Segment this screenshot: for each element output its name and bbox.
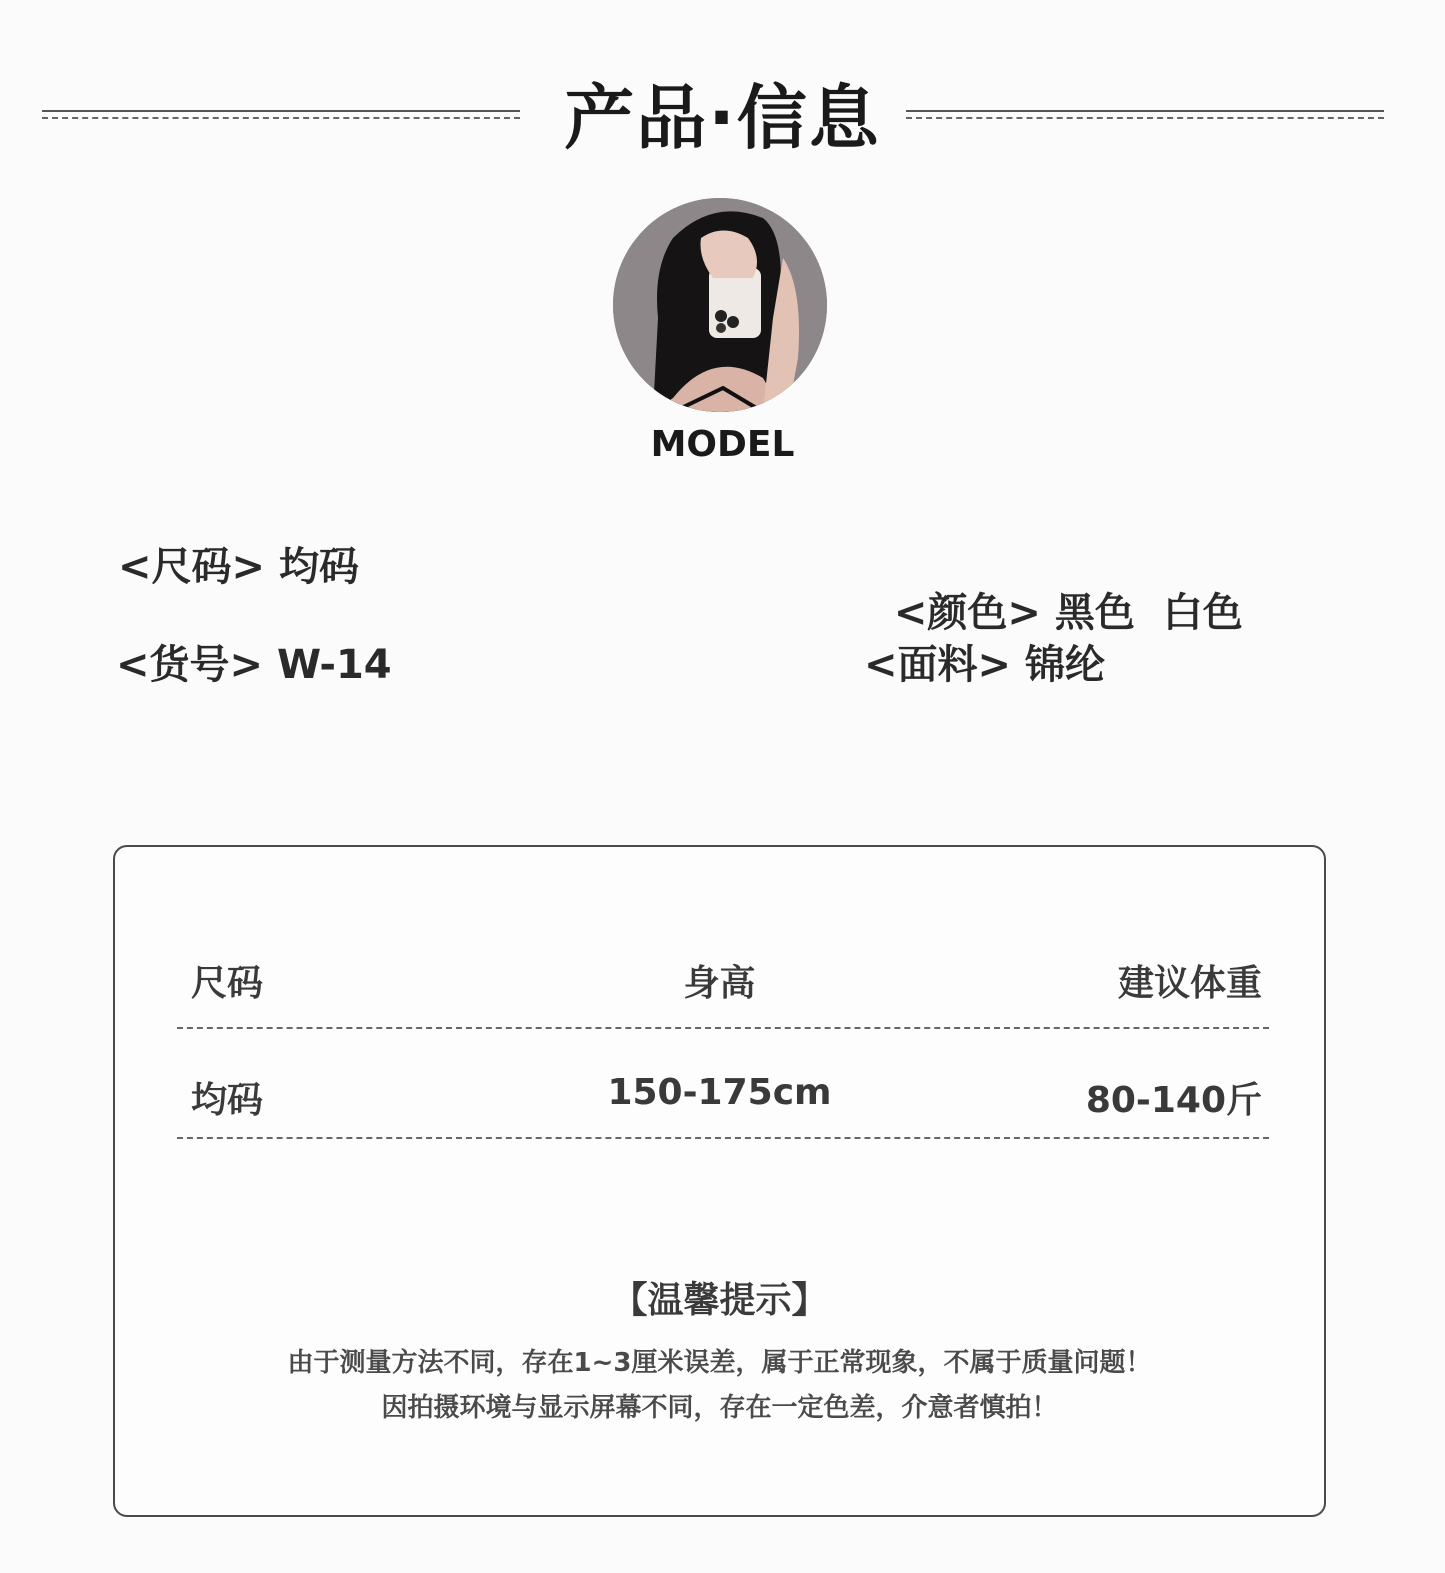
tips-line: 因拍摄环境与显示屏幕不同，存在一定色差，介意者慎拍！ bbox=[381, 1393, 1058, 1423]
info-color bbox=[866, 535, 1243, 638]
size-info-card bbox=[113, 845, 1326, 1517]
info-size bbox=[118, 535, 359, 592]
table-divider bbox=[177, 1027, 1269, 1029]
info-fabric-value: 锦纶 bbox=[1025, 642, 1106, 688]
tips-line: 由于测量方法不同，存在1~3厘米误差，属于正常现象，不属于质量问题！ bbox=[287, 1348, 1152, 1378]
info-color-value: 黑色 白色 bbox=[1054, 590, 1243, 636]
info-item-no-key: <货号> bbox=[116, 642, 264, 688]
table-header-size: 尺码 bbox=[191, 963, 264, 1004]
info-color-key: <颜色> bbox=[893, 590, 1041, 636]
table-cell-height: 150-175cm bbox=[607, 1072, 832, 1113]
info-fabric-key: <面料> bbox=[864, 642, 1012, 688]
info-size-key: <尺码> bbox=[118, 544, 266, 590]
table-header-weight: 建议体重 bbox=[1117, 963, 1262, 1004]
table-cell-weight: 80-140斤 bbox=[1085, 1080, 1262, 1121]
table-divider bbox=[177, 1137, 1269, 1139]
model-avatar bbox=[613, 198, 827, 412]
info-item-no bbox=[116, 633, 392, 690]
page-title: 产品·信息 bbox=[564, 77, 881, 159]
table-cell-size: 均码 bbox=[191, 1080, 264, 1121]
info-fabric bbox=[864, 633, 1105, 690]
tips-title: 【温馨提示】 bbox=[611, 1280, 828, 1321]
table-header-height: 身高 bbox=[683, 963, 756, 1004]
title-decoration-right bbox=[906, 110, 1384, 119]
info-size-value: 均码 bbox=[279, 544, 360, 590]
model-label: MODEL bbox=[650, 424, 795, 465]
info-item-no-value: W-14 bbox=[277, 642, 392, 688]
